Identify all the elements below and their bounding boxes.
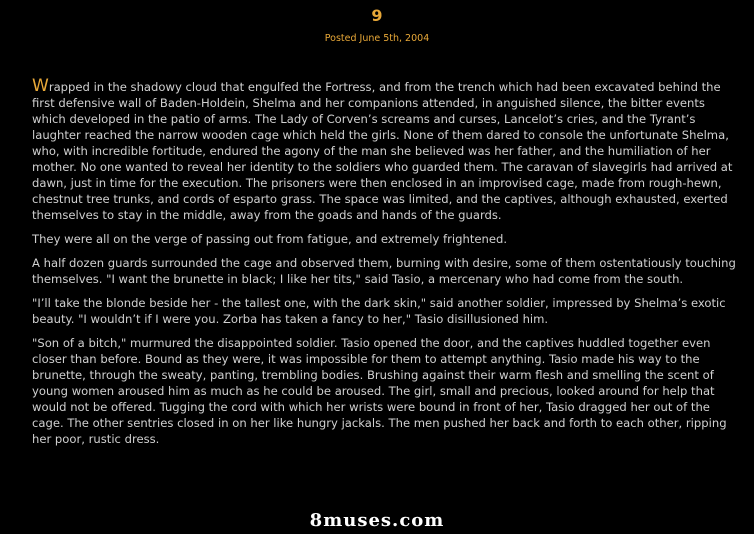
story-paragraph-4: "I’ll take the blonde beside her - the tallest one, with the dark skin," said another soldier, impressed by Shelma’s exotic beauty. "I wouldn’t if I were you. Zorba has taken a fancy to her," Tasio disillusioned him. <box>32 296 726 326</box>
chapter-number: 9 <box>371 6 383 25</box>
story-paragraph-3: A half dozen guards surrounded the cage and observed them, burning with desire, some of them ostentatiously touching themselves. "I want the brunette in black; I like her tits," said Tasio, a mercenary who had come from the south. <box>32 256 736 286</box>
drop-cap: W <box>32 76 49 96</box>
story-paragraph-5: "Son of a bitch," murmured the disappointed soldier. Tasio opened the door, and the captives huddled together even closer than before. Bound as they were, it was impossible for them to attempt anything. Tasio made his way to the brunette, through the sweaty, panting, trembling bodies. Brushing against their warm flesh and smelling the scent of young women aroused him as much as he could be aroused. The girl, small and precious, looked around for help that would not be offered. Tugging the cord with which her wrists were bound in front of her, Tasio dragged her out of the cage. The other sentries closed in on her like hungry jackals. The men pushed her back and forth to each other, ripping her poor, rustic dress. <box>32 336 727 446</box>
story-paragraph-1 <box>32 78 736 223</box>
watermark: 8muses.com <box>309 510 445 531</box>
story-body <box>32 78 736 455</box>
posted-date: Posted June 5th, 2004 <box>324 33 430 44</box>
story-paragraph-2: They were all on the verge of passing out from fatigue, and extremely frightened. <box>32 232 508 246</box>
paragraph-text: rapped in the shadowy cloud that engulfed the Fortress, and from the trench which had been excavated behind the first defensive wall of Baden-Holdein, Shelma and her companions attended, in anguished silence, the bitter events which developed in the patio of arms. The Lady of Corven’s screams and curses, Lancelot’s cries, and the Tyrant’s laughter reached the narrow wooden cage which held the girls. None of them dared to console the unfortunate Shelma, who, with incredible fortitude, endured the agony of the man she believed was her father, and the humiliation of her mother. No one wanted to reveal her identity to the soldiers who guarded them. The caravan of slavegirls had arrived at dawn, just in time for the execution. The prisoners were then enclosed in an improvised cage, made from rough-hewn, chestnut tree trunks, and cords of esparto grass. The space was limited, and the captives, although exhausted, exerted themselves to stay in the middle, away from the goads and hands of the guards. <box>32 80 733 222</box>
